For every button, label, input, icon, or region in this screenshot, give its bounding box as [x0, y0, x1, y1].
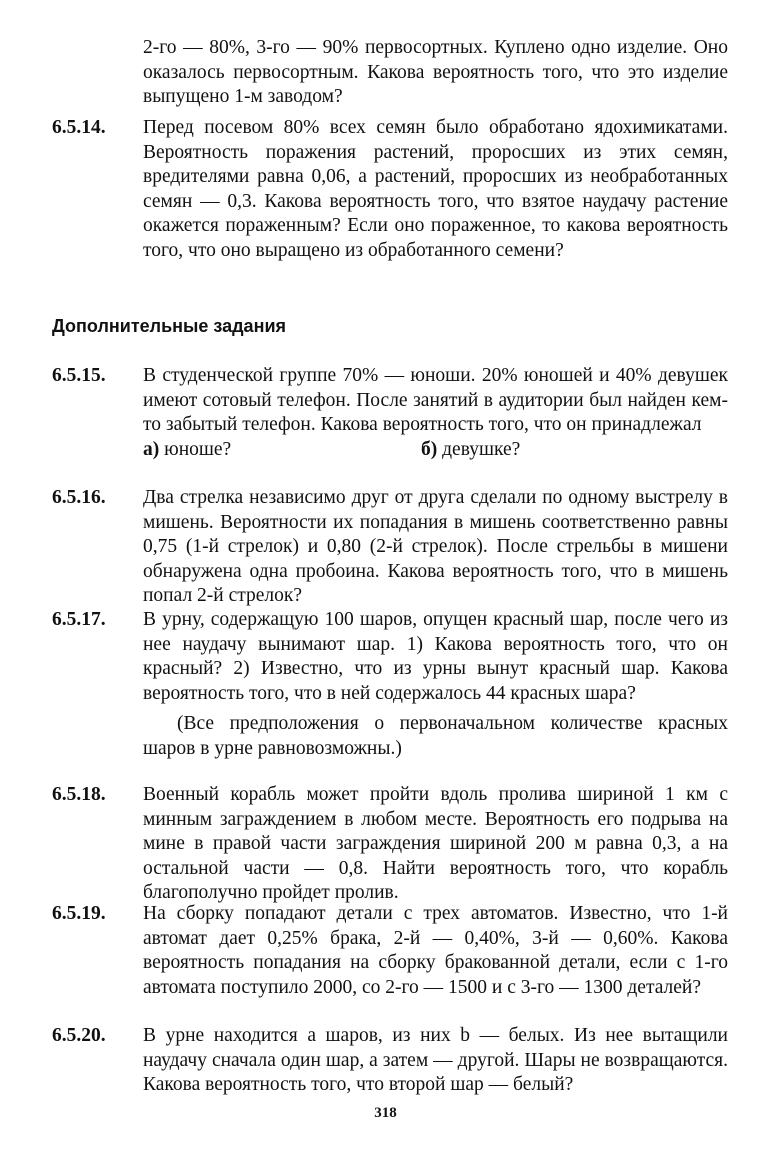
option-a [143, 438, 231, 463]
problem-text: Перед посевом 80% всех семян было обработано ядохимикатами. Вероятность поражения растений, проросших из этих семян, вредителями равна 0,06, а растений, проросших из необработанных семян — 0,3. Какова вероятность того, что взятое наудачу растение окажется пораженным? Если оно пораженное, то какова вероятность того, что оно выращено из обработанного семени? [143, 117, 728, 261]
problem-6-5-20 [52, 1024, 728, 1098]
option-b-text: девушке? [442, 438, 521, 460]
option-a-letter: а) [143, 438, 160, 460]
option-a-text: юноше? [164, 438, 232, 460]
problem-6-5-15 [52, 364, 728, 462]
problem-text: На сборку попадают детали с трех автоматов. Известно, что 1-й автомат дает 0,25% брака, 2-й — 0,40%, 3-й — 0,60%. Какова вероятность попадания на сборку бракованной детали, если с 1-го автомата поступило 2000, со 2-го — 1500 и с 3-го — 1300 деталей? [143, 903, 728, 998]
problem-number: 6.5.17. [52, 609, 106, 630]
option-b [421, 438, 520, 463]
problem-6-5-16 [52, 486, 728, 609]
problem-text: В урну, содержащую 100 шаров, опущен красный шар, после чего из нее наудачу вынимают шар. 1) Какова вероятность того, что он красный? 2) Известно, что из урны вынут красный шар. Какова вероятность того, что в ней содержалось 44 красных шара? [143, 609, 728, 704]
problem-text: В студенческой группе 70% — юноши. 20% юношей и 40% девушек имеют сотовый телефон. После занятий в аудитории был найден кем-то забытый телефон. Какова вероятность того, что он принадлежал [143, 365, 728, 435]
problem-number: 6.5.19. [52, 903, 106, 924]
problem-text: Два стрелка независимо друг от друга сделали по одному выстрелу в мишень. Вероятности их попадания в мишень соответственно равны 0,75 (1-й стрелок) и 0,80 (2-й стрелок). После стрельбы в мишени обнаружена одна пробоина. Какова вероятность того, что в мишень попал 2-й стрелок? [143, 487, 728, 606]
page-number: 318 [374, 1105, 397, 1121]
problem-6-5-19 [52, 902, 728, 1000]
problem-text: В урне находится a шаров, из них b — белых. Из нее вытащили наудачу сначала один шар, а затем — другой. Шары не возвращаются. Какова вероятность того, что второй шар — белый? [143, 1025, 728, 1095]
problem-6-5-17 [52, 608, 728, 761]
problem-note: (Все предположения о первоначальном количестве красных шаров в урне равновозможны.) [143, 713, 728, 759]
problem-number: 6.5.18. [52, 784, 106, 805]
option-b-letter: б) [421, 438, 438, 460]
problem-text: Военный корабль может пройти вдоль пролива шириной 1 км с минным заграждением в любом месте. Вероятность его подрыва на мине в правой части заграждения шириной 200 м равна 0,3, а на остальной части — 0,8. Найти вероятность того, что корабль благополучно пройдет пролив. [143, 784, 728, 903]
problem-6-5-18 [52, 783, 728, 906]
continued-problem-text: 2-го — 80%, 3-го — 90% первосортных. Куплено одно изделие. Оно оказалось первосортным. Какова вероятность того, что это изделие выпущено 1-м заводом? [143, 37, 728, 107]
problem-number: 6.5.16. [52, 487, 106, 508]
problem-6-5-14 [52, 116, 728, 263]
problem-number: 6.5.20. [52, 1025, 106, 1046]
problem-number: 6.5.14. [52, 117, 106, 138]
section-title: Дополнительные задания [52, 316, 287, 336]
problem-number: 6.5.15. [52, 365, 106, 386]
answer-options [143, 438, 728, 463]
